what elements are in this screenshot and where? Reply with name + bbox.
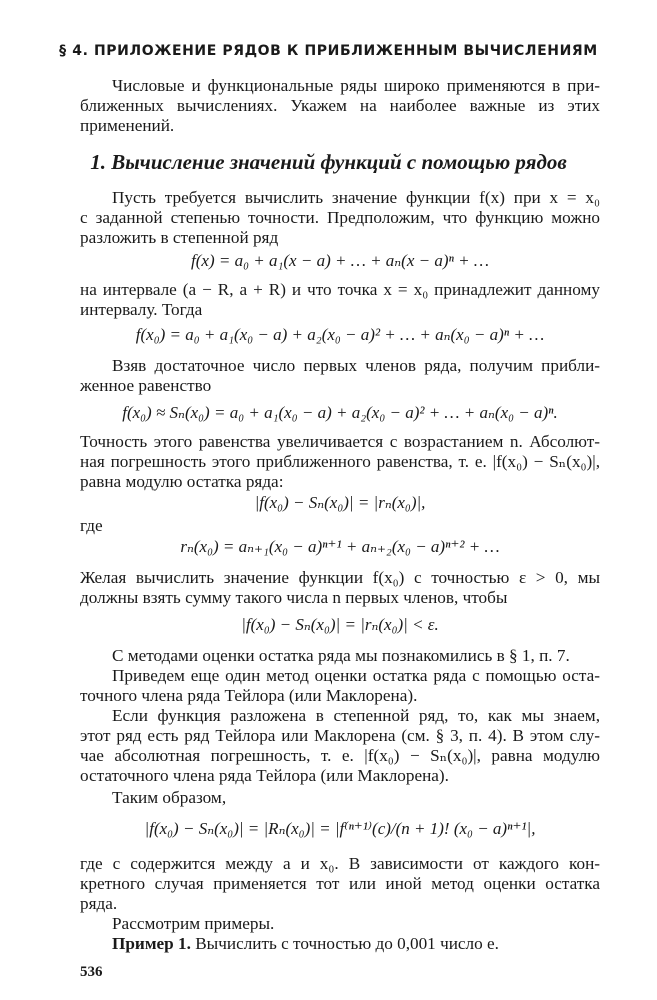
p2-line-2: интервалу. Тогда [80, 300, 203, 319]
p8-line-4: остаточного члена ряда Тейлора (или Маклорена). [80, 766, 449, 785]
p5-line-2: должны взять сумму такого числа n первых членов, чтобы [80, 588, 508, 607]
p9-line: Таким образом, [112, 788, 227, 807]
example-line [112, 934, 600, 954]
p4-line-1: Точность этого равенства увеличивается с возрастанием n. Абсолют- [80, 432, 600, 451]
p6-line: С методами оценки остатка ряда мы познакомились в § 1, п. 7. [112, 646, 570, 665]
formula-taylor-remainder: |f(x₀) − Sₙ(x₀)| = |Rₙ(x₀)| = |f⁽ⁿ⁺¹⁾(c)/(n + 1)! (x₀ − a)ⁿ⁺¹|, [144, 819, 536, 838]
example-text: Вычислить с точностью до 0,001 число e. [195, 934, 499, 953]
p5-line-1: Желая вычислить значение функции f(x₀) с точностью ε > 0, мы [80, 568, 600, 587]
p10-line-3: ряда. [80, 894, 118, 913]
formula-remainder: rₙ(x₀) = aₙ₊₁(x₀ − a)ⁿ⁺¹ + aₙ₊₂(x₀ − a)ⁿ⁺² + … [180, 537, 500, 556]
formula-accuracy: |f(x₀) − Sₙ(x₀)| = |rₙ(x₀)| < ε. [241, 615, 439, 634]
formula-approx: f(x₀) ≈ Sₙ(x₀) = a₀ + a₁(x₀ − a) + a₂(x₀ − a)² + … + aₙ(x₀ − a)ⁿ. [122, 403, 558, 422]
p11-line: Рассмотрим примеры. [112, 914, 275, 933]
p3-line-2: женное равенство [80, 376, 212, 395]
p8-line-1: Если функция разложена в степенной ряд, то, как мы знаем, [112, 706, 600, 725]
p1-line-2: с заданной степенью точности. Предположим, что функцию можно [80, 208, 600, 227]
p8-line-3: чае абсолютная погрешность, т. е. |f(x₀) − Sₙ(x₀)|, равна модулю [80, 746, 600, 765]
page-number: 536 [80, 964, 103, 980]
p7-line-2: точного члена ряда Тейлора (или Маклорена). [80, 686, 418, 705]
intro-line-2: ближенных вычислениях. Укажем на наиболее важные из этих [80, 96, 600, 115]
formula-abs-error: |f(x₀) − Sₙ(x₀)| = |rₙ(x₀)|, [254, 493, 426, 512]
formula-series: f(x) = a₀ + a₁(x − a) + … + aₙ(x − a)ⁿ + … [191, 251, 489, 270]
p4-line-2: ная погрешность этого приближенного равенства, т. е. |f(x₀) − Sₙ(x₀)|, [80, 452, 600, 471]
section-heading: § 4. ПРИЛОЖЕНИЕ РЯДОВ К ПРИБЛИЖЕННЫМ ВЫЧИСЛЕНИЯМ [59, 43, 598, 59]
subsection-heading: 1. Вычисление значений функций с помощью рядов [90, 150, 567, 174]
intro-line-3: применений. [80, 116, 175, 135]
p1-line-1: Пусть требуется вычислить значение функции f(x) при x = x₀ [112, 188, 600, 207]
p2-line-1: на интервале (a − R, a + R) и что точка x = x₀ принадлежит данному [80, 280, 600, 299]
formula-series-at-x0: f(x₀) = a₀ + a₁(x₀ − a) + a₂(x₀ − a)² + … + aₙ(x₀ − a)ⁿ + … [135, 325, 545, 344]
where-label: где [80, 516, 103, 535]
p8-line-2: этот ряд есть ряд Тейлора или Маклорена (см. § 3, п. 4). В этом слу- [80, 726, 600, 745]
intro-line-1: Числовые и функциональные ряды широко применяются в при- [112, 76, 600, 95]
p10-line-2: кретного случая применяется тот или иной метод оценки остатка [80, 874, 600, 893]
p7-line-1: Приведем еще один метод оценки остатка ряда с помощью оста- [112, 666, 600, 685]
example-label: Пример 1. [112, 934, 191, 953]
p3-line-1: Взяв достаточное число первых членов ряда, получим прибли- [112, 356, 600, 375]
p4-line-3: равна модулю остатка ряда: [80, 472, 284, 491]
p10-line-1: где c содержится между a и x₀. В зависимости от каждого кон- [80, 854, 600, 873]
p1-line-3: разложить в степенной ряд [80, 228, 279, 247]
